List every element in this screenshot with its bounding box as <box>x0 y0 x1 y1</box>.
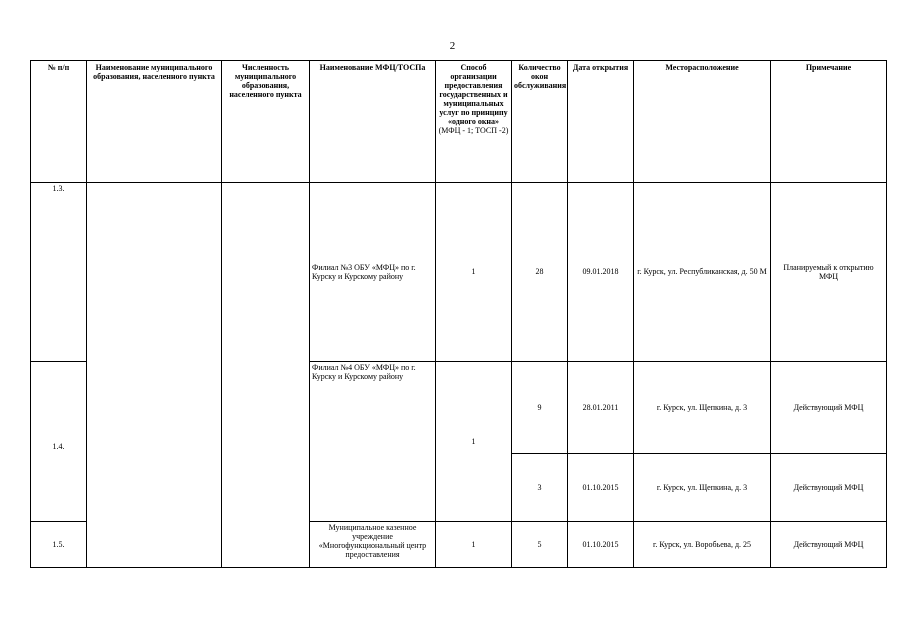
method-value: 1 <box>436 521 512 567</box>
header-method-legend: (МФЦ - 1; ТОСП -2) <box>438 126 509 135</box>
header-mfc-name: Наименование МФЦ/ТОСПа <box>310 61 436 183</box>
row-number: 1.3. <box>31 183 87 361</box>
header-population: Численность муниципального образования, населенного пункта <box>222 61 310 183</box>
header-num: № п/п <box>31 61 87 183</box>
note: Действующий МФЦ <box>771 361 887 453</box>
table-row <box>31 183 887 361</box>
header-row <box>31 61 887 183</box>
method-value: 1 <box>436 183 512 361</box>
open-date: 09.01.2018 <box>568 183 634 361</box>
note: Действующий МФЦ <box>771 453 887 521</box>
municipality-cell <box>87 183 222 568</box>
population-cell <box>222 183 310 568</box>
header-method <box>436 61 512 183</box>
note: Действующий МФЦ <box>771 521 887 567</box>
note: Планируемый к открытию МФЦ <box>771 183 887 361</box>
header-note: Примечание <box>771 61 887 183</box>
method-value: 1 <box>436 361 512 521</box>
location: г. Курск, ул. Щепкина, д. 3 <box>634 453 771 521</box>
windows-value: 3 <box>512 453 568 521</box>
location: г. Курск, ул. Республиканская, д. 50 М <box>634 183 771 361</box>
location: г. Курск, ул. Щепкина, д. 3 <box>634 361 771 453</box>
row-number: 1.5. <box>31 521 87 567</box>
open-date: 01.10.2015 <box>568 453 634 521</box>
mfc-name: Филиал №4 ОБУ «МФЦ» по г. Курску и Курскому району <box>310 361 436 521</box>
row-number: 1.4. <box>31 361 87 521</box>
windows-value: 28 <box>512 183 568 361</box>
page-number: 2 <box>449 40 456 52</box>
open-date: 28.01.2011 <box>568 361 634 453</box>
header-date: Дата открытия <box>568 61 634 183</box>
windows-value: 5 <box>512 521 568 567</box>
mfc-table <box>30 60 887 568</box>
windows-value: 9 <box>512 361 568 453</box>
mfc-name: Филиал №3 ОБУ «МФЦ» по г. Курску и Курскому району <box>310 183 436 361</box>
header-windows: Количество окон обслуживания <box>512 61 568 183</box>
header-municipality: Наименование муниципального образования, населенного пункта <box>87 61 222 183</box>
mfc-name: Муниципальное казенное учреждение «Многофункциональный центр предоставления <box>310 521 436 567</box>
open-date: 01.10.2015 <box>568 521 634 567</box>
header-method-text: Способ организации предоставления государственных и муниципальных услуг по принципу «одного окна» <box>439 63 508 126</box>
location: г. Курск, ул. Воробьева, д. 25 <box>634 521 771 567</box>
header-location: Месторасположение <box>634 61 771 183</box>
